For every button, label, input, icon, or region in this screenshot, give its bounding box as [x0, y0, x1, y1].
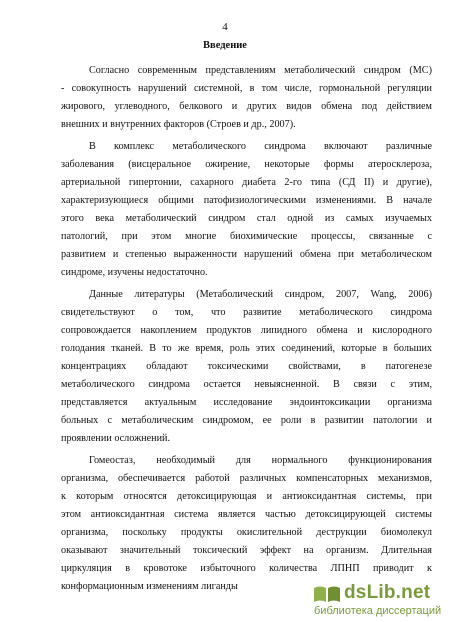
text-line: жирового, углеводного, белкового и других видов обмена под действием: [61, 101, 432, 112]
book-icon: [312, 584, 342, 604]
paragraph: [61, 62, 432, 134]
text-line: внешних и внутренних факторов (Строев и др., 2007).: [61, 119, 296, 130]
text-line: этом антиоксидантная система является частью детоксицирующей системы: [61, 509, 432, 520]
text-line: голодания тканей. В то же время, роль этих соединений, которые в больших: [61, 343, 432, 354]
paragraph: [61, 138, 432, 282]
text-line: Согласно современным представлениям метаболический синдром (МС): [89, 65, 432, 76]
text-line: организма, поскольку продукты окислительной деструкции биомолекул: [61, 527, 432, 538]
text-line: больных с метаболическим синдромом, ее роли в развитии патологии и: [61, 415, 432, 426]
watermark-logo: [312, 584, 442, 618]
text-line: сопровождается накоплением продуктов липидного обмена и кислородного: [61, 325, 432, 336]
text-line: - совокупность нарушений системной, в том числе, гормональной регуляции: [61, 83, 432, 94]
text-line: этого века метаболический синдром стал одной из самых изучаемых: [61, 213, 432, 224]
text-line: Гомеостаз, необходимый для нормального функционирования: [89, 455, 432, 466]
text-line: В комплекс метаболического синдрома включают различные: [89, 141, 432, 152]
text-line: организма, обеспечивается работой различных компенсаторных механизмов,: [61, 473, 432, 484]
paragraph: [61, 452, 432, 596]
text-line: к которым относятся детоксицирующая и антиоксидантная системы, при: [61, 491, 432, 502]
page-number: 4: [222, 21, 228, 33]
text-line: артериальной гипертонии, сахарного диабета 2-го типа (СД II) и другие),: [61, 177, 432, 188]
text-line: циркуляция в кровотоке избыточного количества ЛПНП приводит к: [61, 563, 432, 574]
watermark-name: dsLib.net: [344, 582, 431, 603]
text-line: патологий, при этом многие биохимические процессы, связанные с: [61, 231, 432, 242]
text-line: представляется актуальным исследование эндоинтоксикации организма: [61, 397, 432, 408]
text-line: синдроме, изучены недостаточно.: [61, 267, 208, 278]
text-line: концентрациях обладают токсическими свойствами, в патогенезе: [61, 361, 432, 372]
text-line: метаболического синдрома остается невыясненной. В связи с этим,: [61, 379, 432, 390]
text-line: конформационным изменениям лиганды: [61, 581, 238, 592]
text-line: оказывают значительный токсический эффект на организм. Длительная: [61, 545, 432, 556]
paragraph: [61, 286, 432, 448]
section-title: Введение: [203, 40, 247, 51]
watermark-subtitle: библиотека диссертаций: [314, 605, 442, 617]
text-line: развитием и степенью выраженности нарушений обмена при метаболическом: [61, 249, 432, 260]
text-line: свидетельствуют о том, что развитие метаболического синдрома: [61, 307, 432, 318]
text-line: характеризующиеся общими патофизиологическими изменениями. В начале: [61, 195, 432, 206]
body-text: [61, 62, 432, 596]
text-line: проявлении осложнений.: [61, 433, 171, 444]
text-line: заболевания (висцеральное ожирение, некоторые формы атеросклероза,: [61, 159, 432, 170]
text-line: Данные литературы (Метаболический синдром, 2007, Wang, 2006): [89, 289, 432, 300]
